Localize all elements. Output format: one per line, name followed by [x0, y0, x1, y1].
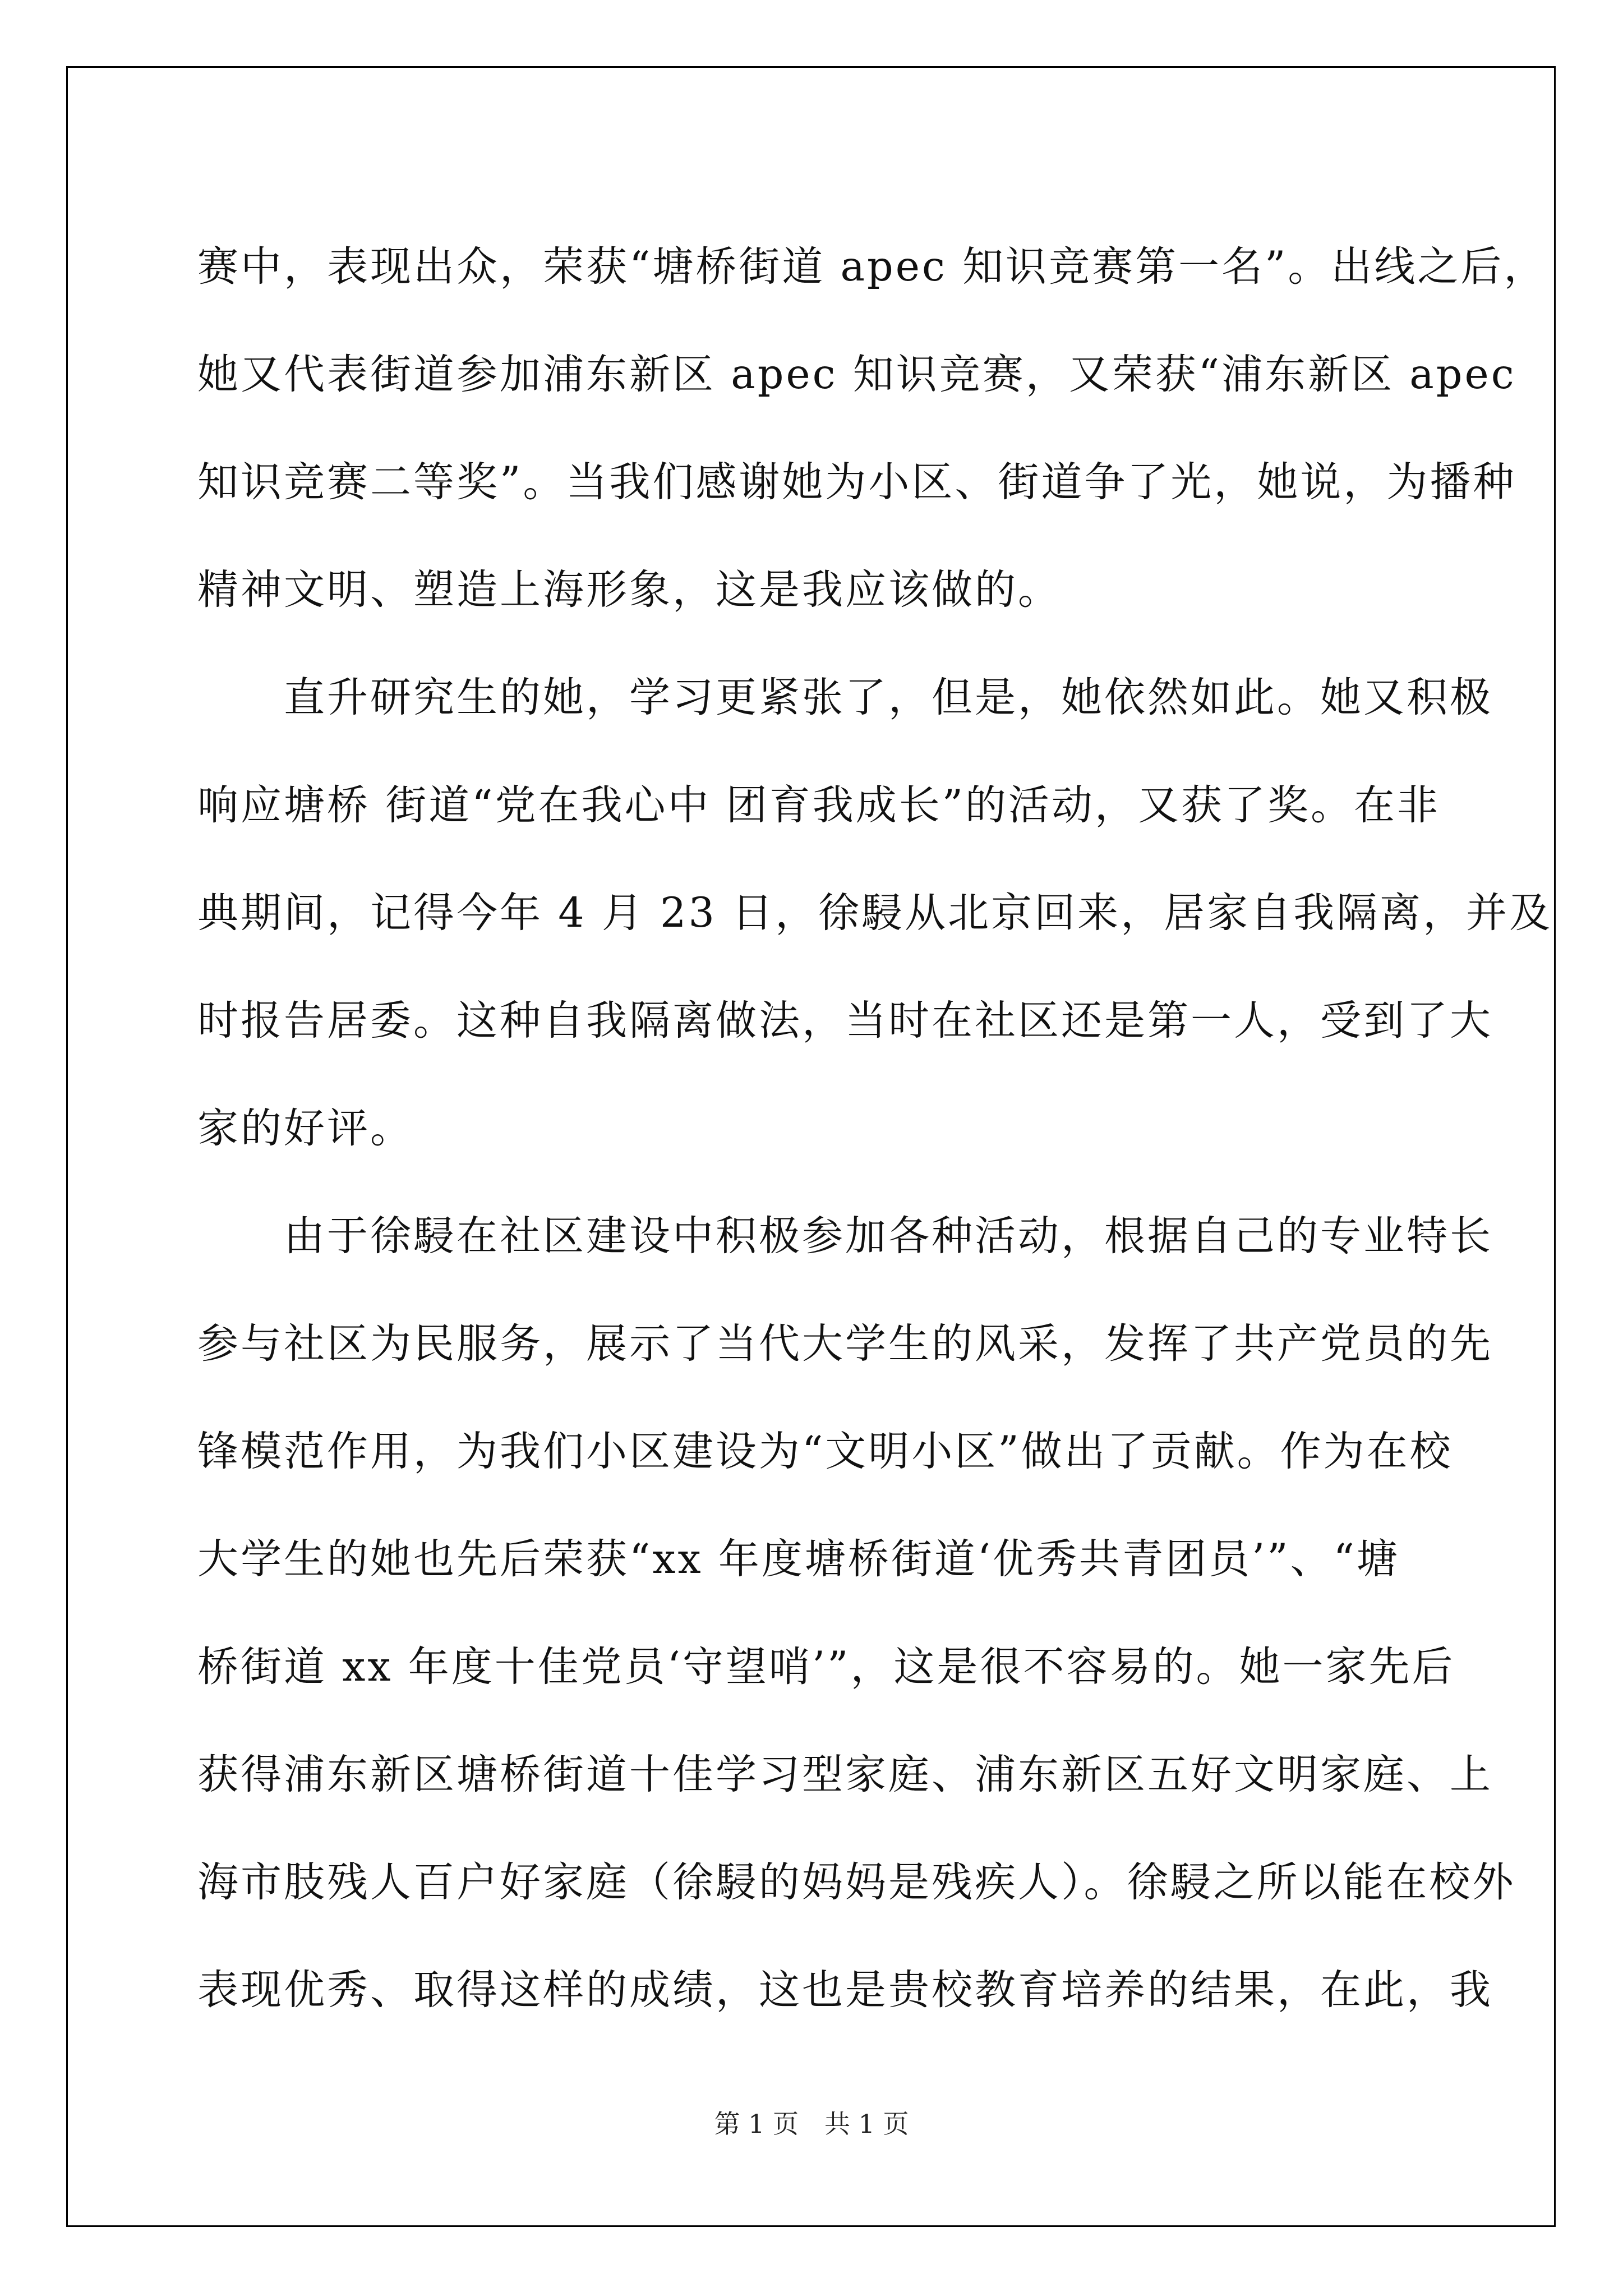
text-line: 由于徐駸在社区建设中积极参加各种活动，根据自己的专业特长 — [197, 1212, 1493, 1260]
text-line: 海市肢残人百户好家庭（徐駸的妈妈是残疾人）。徐駸之所以能在校外 — [197, 1858, 1516, 1906]
text-line: 参与社区为民服务，展示了当代大学生的风采，发挥了共产党员的先 — [197, 1320, 1493, 1368]
text-line: 获得浦东新区塘桥街道十佳学习型家庭、浦东新区五好文明家庭、上 — [197, 1751, 1493, 1798]
text-line: 知识竞赛二等奖”。当我们感谢她为小区、街道争了光，她说，为播种 — [197, 458, 1516, 506]
text-line: 典期间，记得今年 4 月 23 日，徐駸从北京回来，居家自我隔离，并及 — [197, 889, 1553, 937]
text-line: 时报告居委。这种自我隔离做法，当时在社区还是第一人，受到了大 — [197, 997, 1493, 1045]
text-line: 大学生的她也先后荣获“xx 年度塘桥街道‘优秀共青团员’”、“塘 — [197, 1535, 1400, 1583]
text-line: 家的好评。 — [197, 1105, 413, 1152]
page-number-footer: 第 1 页 共 1 页 — [714, 2109, 909, 2139]
text-line: 直升研究生的她，学习更紧张了，但是，她依然如此。她又积极 — [197, 674, 1493, 721]
text-line: 表现优秀、取得这样的成绩，这也是贵校教育培养的结果，在此，我 — [197, 1966, 1493, 2014]
text-line: 桥街道 xx 年度十佳党员‘守望哨’”，这是很不容易的。她一家先后 — [197, 1643, 1455, 1691]
text-line: 赛中，表现出众，荣获“塘桥街道 apec 知识竞赛第一名”。出线之后， — [197, 243, 1547, 291]
text-line: 锋模范作用，为我们小区建设为“文明小区”做出了贡献。作为在校 — [197, 1428, 1453, 1475]
text-line: 她又代表街道参加浦东新区 apec 知识竞赛，又荣获“浦东新区 apec — [197, 351, 1516, 398]
text-line: 精神文明、塑造上海形象，这是我应该做的。 — [197, 566, 1061, 614]
document-body — [197, 213, 1553, 2044]
text-line: 响应塘桥 街道“党在我心中 团育我成长”的活动，又获了奖。在非 — [197, 781, 1441, 829]
